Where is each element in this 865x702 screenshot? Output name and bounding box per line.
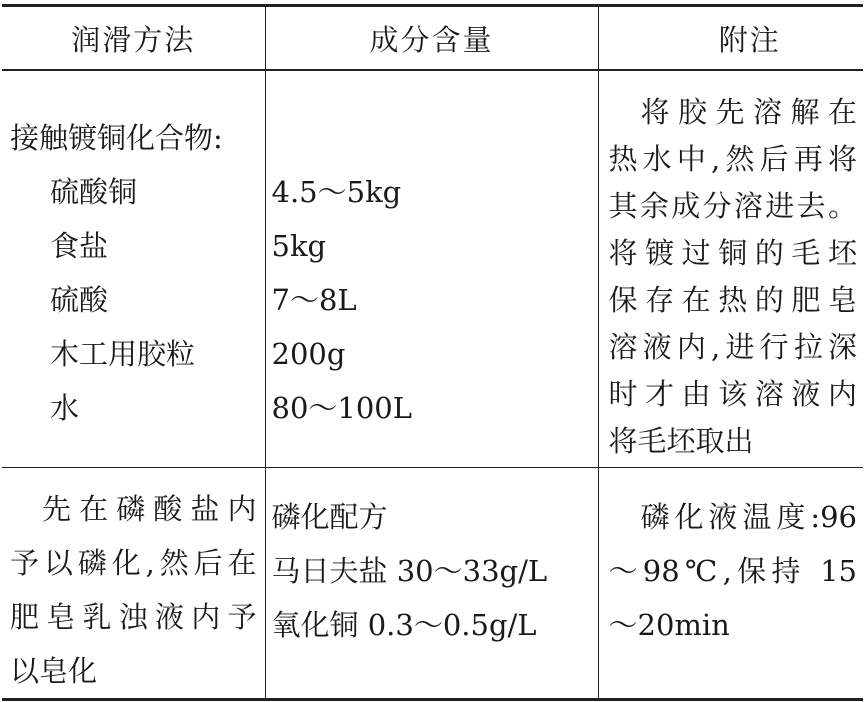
method-line: 予以磷化,然后在 [10,546,257,580]
lubrication-table [2,4,863,701]
header-method: 润滑方法 [2,6,265,71]
notes-line: 将毛坯取出 [608,424,754,458]
header-composition: 成分含量 [265,6,598,71]
composition-line: 7～8L [271,283,357,317]
notes-line: 将胶先溶解在 [640,95,857,129]
composition-line: 80～100L [271,391,413,425]
method-line: 接触镀铜化合物: [10,121,223,155]
notes-line: 将镀过铜的毛坯 [608,236,857,270]
notes-line: 热水中,然后再将 [608,142,857,176]
composition-line: 5kg [271,229,327,263]
composition-cell [265,468,598,700]
notes-cell [598,70,863,468]
composition-cell [265,70,598,468]
notes-line: ～20min [608,608,730,642]
notes-line: 其余成分溶进去。 [608,189,857,223]
method-line: 肥皂乳浊液内予 [10,600,257,634]
composition-line: 氧化铜 0.3～0.5g/L [271,608,537,642]
composition-line: 磷化配方 [271,500,388,534]
method-cell [2,70,265,468]
method-line: 食盐 [50,229,109,263]
notes-line: 溶液内,进行拉深 [608,330,857,364]
method-line: 硫酸铜 [50,175,138,209]
table-row [2,70,863,468]
composition-line: 200g [271,337,346,371]
header-notes: 附注 [598,6,863,71]
composition-line: 马日夫盐 30～33g/L [271,554,548,588]
method-line: 木工用胶粒 [50,337,196,371]
method-cell [2,468,265,700]
notes-line: ～98℃,保持 15 [608,554,857,588]
method-line: 硫酸 [50,283,109,317]
method-line: 先在磷酸盐内 [42,492,257,526]
table-header-row [2,6,863,71]
notes-line: 磷化液温度:96 [640,500,857,534]
method-line: 水 [50,391,80,425]
notes-line: 时才由该溶液内 [608,377,857,411]
table-row [2,468,863,700]
notes-cell [598,468,863,700]
notes-line: 保存在热的肥皂 [608,283,857,317]
method-line: 以皂化 [10,654,98,688]
composition-line: 4.5～5kg [271,175,402,209]
